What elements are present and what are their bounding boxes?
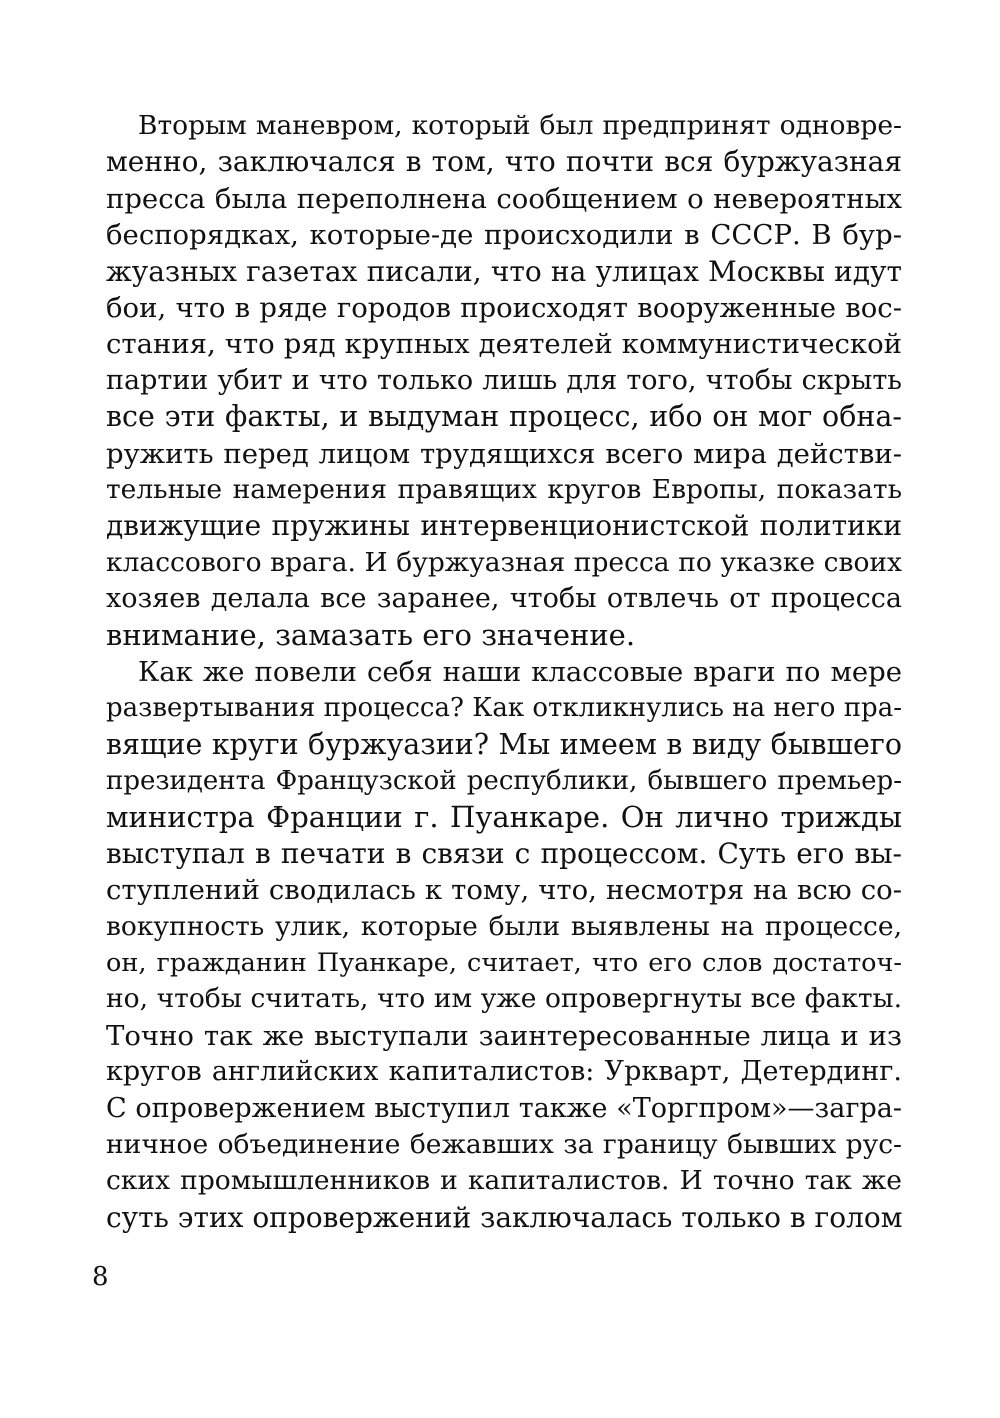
text-line: ружить перед лицом трудящихся всего мира действи- <box>106 437 902 470</box>
text-line: он, гражданин Пуанкаре, считает, что его слов достаточ- <box>106 947 902 978</box>
text-line: Вторым маневром, который был предпринят одновре- <box>138 110 902 141</box>
text-line: бои, что в ряде городов происходят вооруженные вос- <box>106 291 902 324</box>
paragraph-1 <box>106 108 902 654</box>
text-line: министра Франции г. Пуанкаре. Он лично трижды <box>106 800 902 835</box>
text-line: хозяев делала все заранее, чтобы отвлечь от процесса <box>106 583 902 615</box>
text-line: ступлений сводилась к тому, что, несмотря на всю со- <box>106 874 902 907</box>
page-number: 8 <box>92 1262 110 1292</box>
text-line: кругов английских капиталистов: Уркварт, Детердинг. <box>106 1056 902 1088</box>
text-line: менно, заключался в том, что почти вся буржуазная <box>106 145 902 179</box>
text-line: суть этих опровержений заключалась только в голом <box>106 1200 903 1234</box>
text-line: тельные намерения правящих кругов Европы, показать <box>106 473 902 505</box>
text-line: выступал в печати в связи с процессом. Суть его вы- <box>106 836 902 870</box>
text-line: С опровержением выступил также «Торгпром»—загра- <box>106 1092 902 1124</box>
text-line: классового врага. И буржуазная пресса по указке своих <box>106 546 902 578</box>
body-text <box>106 108 902 1236</box>
text-line: Как же повели себя наши классовые враги по мере <box>138 655 902 688</box>
text-line: жуазных газетах писали, что на улицах Москвы идут <box>106 254 902 288</box>
text-line: ских промышленников и капиталистов. И точно так же <box>106 1165 902 1197</box>
text-line: пресса была переполнена сообщением о невероятных <box>106 182 902 215</box>
text-line: беспорядках, которые-де происходили в СССР. В бур- <box>106 219 902 252</box>
text-line: вящие круги буржуазии? Мы имеем в виду бывшего <box>106 727 902 761</box>
text-line: развертывания процесса? Как откликнулись на него пра- <box>106 693 902 724</box>
text-line: движущие пружины интервенционистской политики <box>106 509 902 543</box>
text-line: Точно так же выступали заинтересованные лица и из <box>106 1019 902 1052</box>
text-line: все эти факты, и выдуман процесс, ибо он мог обна- <box>106 400 902 434</box>
paragraph-2 <box>106 654 902 1236</box>
text-line: но, чтобы считать, что им уже опровергнуты все факты. <box>106 983 902 1015</box>
text-line: стания, что ряд крупных деятелей коммунистической <box>106 328 902 361</box>
text-line: вокупность улик, которые были выявлены на процессе, <box>106 910 902 942</box>
text-line: внимание, замазать его значение. <box>106 618 636 653</box>
text-line: президента Французской республики, бывшего премьер- <box>106 766 902 797</box>
text-line: ничное объединение бежавших за границу бывших рус- <box>106 1128 902 1160</box>
text-line: партии убит и что только лишь для того, чтобы скрыть <box>106 364 902 396</box>
